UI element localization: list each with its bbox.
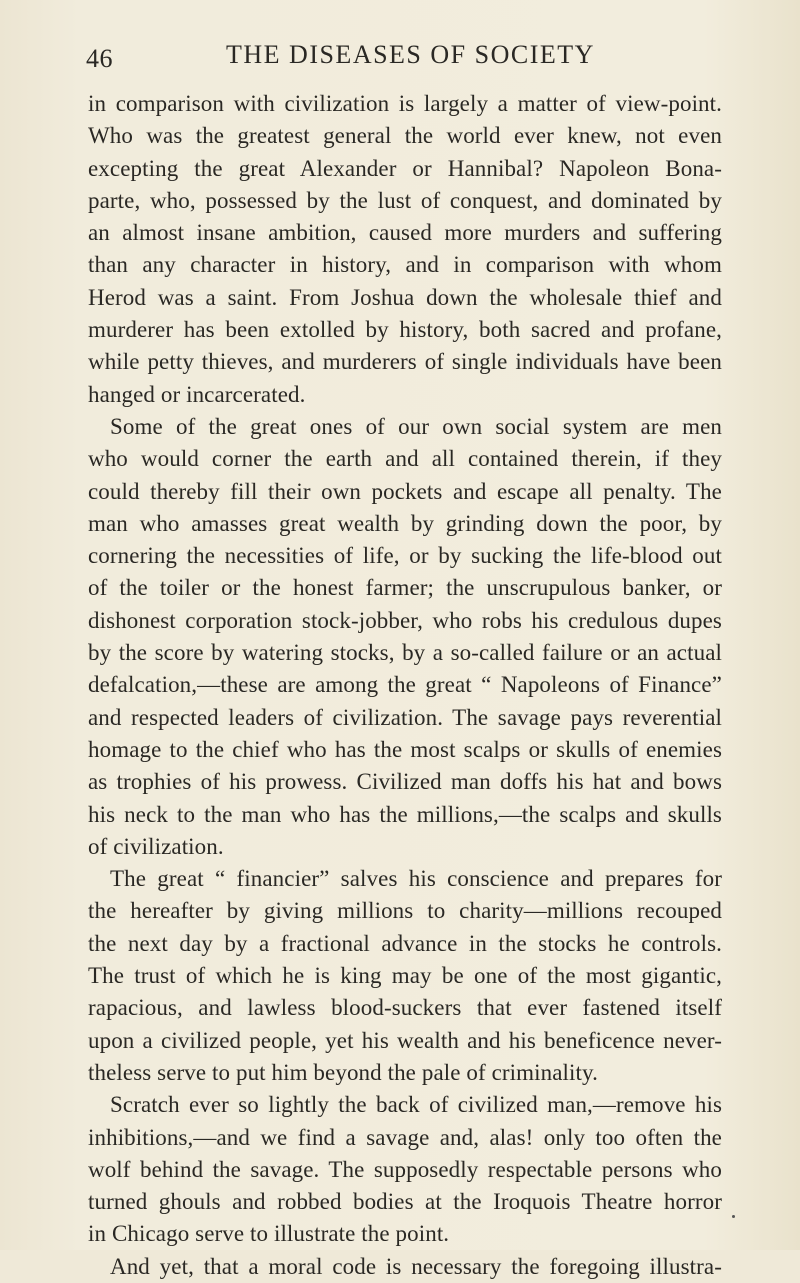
text-line: man who amasses great wealth by grinding down the poor, by (88, 510, 722, 536)
text-line: parte, who, possessed by the lust of conquest, and dominated by (88, 187, 722, 213)
text-line: theless serve to put him beyond the pale of criminality. (88, 1059, 598, 1085)
text-line: in comparison with civilization is largely a matter of view-point. (88, 91, 722, 116)
text-line: rapacious, and lawless blood-suckers that ever fastened itself (88, 995, 722, 1021)
text-line: excepting the great Alexander or Hannibal? Napoleon Bona- (88, 155, 722, 181)
text-line: Some of the great ones of our own social system are men (110, 413, 722, 439)
text-line: hanged or incarcerated. (88, 381, 306, 407)
text-line: And yet, that a moral code is necessary the foregoing illustra- (110, 1253, 722, 1279)
text-line: the hereafter by giving millions to charity—millions recouped (88, 898, 722, 924)
text-line: defalcation,—these are among the great “ Napoleons of Finance” (88, 672, 722, 698)
text-line: wolf behind the savage. The supposedly respectable persons who (88, 1156, 722, 1182)
page-number: 46 (86, 44, 113, 73)
body-text (88, 88, 722, 1283)
text-line: Scratch ever so lightly the back of civilized man,—remove his (110, 1092, 722, 1118)
text-line: an almost insane ambition, caused more murders and suffering (88, 220, 722, 246)
text-line: upon a civilized people, yet his wealth and his beneficence never- (88, 1027, 722, 1053)
text-line: than any character in history, and in comparison with whom (88, 252, 722, 278)
text-line: who would corner the earth and all contained therein, if they (88, 446, 722, 472)
text-line: while petty thieves, and murderers of single individuals have been (88, 349, 722, 375)
text-line: Who was the greatest general the world ever knew, not even (88, 123, 722, 149)
text-line: inhibitions,—and we find a savage and, alas! only too often the (88, 1124, 722, 1150)
text-line: could thereby fill their own pockets and escape all penalty. The (88, 478, 722, 504)
running-head: THE DISEASES OF SOCIETY (226, 40, 595, 69)
text-line: of civilization. (88, 833, 224, 859)
text-line: Herod was a saint. From Joshua down the wholesale thief and (88, 284, 722, 310)
text-line: and respected leaders of civilization. The savage pays reverential (88, 704, 722, 730)
text-line: of the toiler or the honest farmer; the unscrupulous banker, or (88, 575, 722, 601)
text-line: by the score by watering stocks, by a so-called failure or an actual (88, 640, 722, 666)
text-line: The trust of which he is king may be one of the most gigantic, (88, 963, 722, 989)
text-line: as trophies of his prowess. Civilized man doffs his hat and bows (88, 769, 722, 795)
text-line: in Chicago serve to illustrate the point. (88, 1221, 450, 1247)
text-line: cornering the necessities of life, or by sucking the life-blood out (88, 543, 722, 569)
text-line: homage to the chief who has the most scalps or skulls of enemies (88, 736, 722, 762)
text-line: dishonest corporation stock-jobber, who robs his credulous dupes (88, 607, 722, 633)
text-line: his neck to the man who has the millions,—the scalps and skulls (88, 801, 722, 827)
print-speck (732, 1215, 735, 1218)
text-line: turned ghouls and robbed bodies at the Iroquois Theatre horror (88, 1189, 722, 1215)
text-line: The great “ financier” salves his conscience and prepares for (110, 866, 722, 892)
text-line: murderer has been extolled by history, both sacred and profane, (88, 317, 722, 343)
page-header (86, 40, 726, 80)
text-line: the next day by a fractional advance in the stocks he controls. (88, 930, 722, 956)
